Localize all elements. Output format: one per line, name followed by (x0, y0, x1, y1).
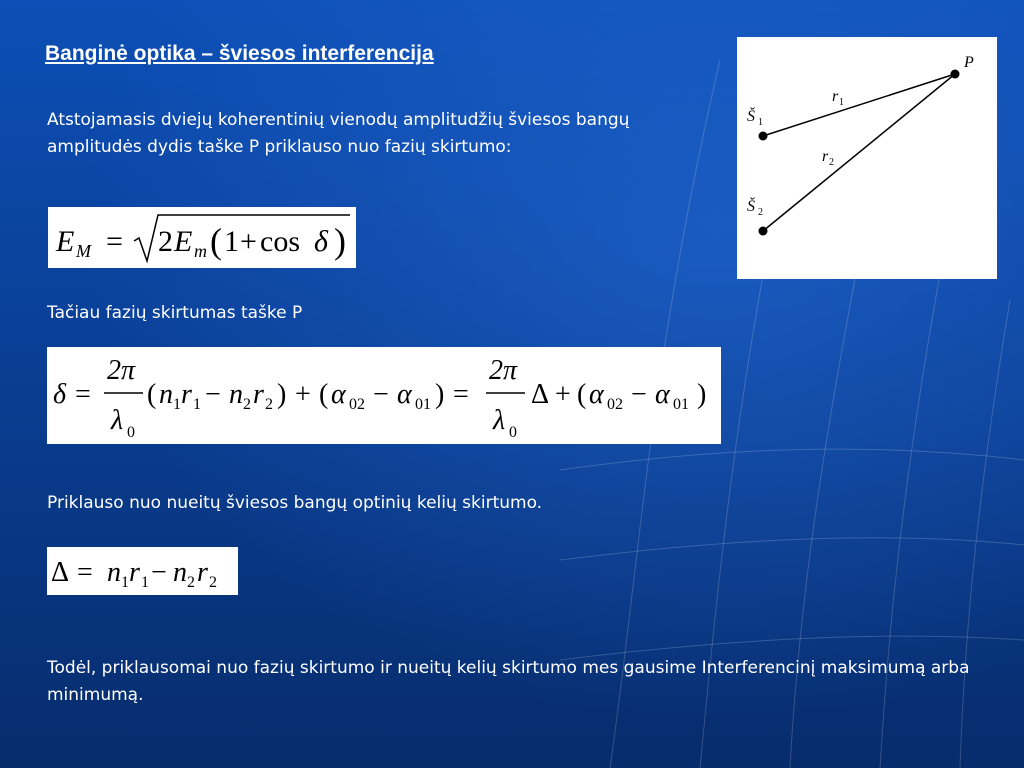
f2-t1-n2-sub: 2 (243, 396, 251, 413)
f2-t2-alpha2: α (397, 379, 412, 410)
label-P: P (964, 54, 974, 71)
interference-diagram (737, 37, 997, 279)
f2-t1-lp: ( (147, 379, 157, 410)
f3-Delta: Δ (51, 557, 70, 588)
phase-paragraph: Tačiau fazių skirtumas taške P (47, 303, 303, 323)
point-P-dot (951, 70, 960, 79)
f2-t2-rp: ) (435, 379, 445, 410)
f2-t3-minus: − (631, 379, 647, 410)
f2-t2-alpha2-sub: 01 (415, 396, 431, 413)
f2-t2-minus: − (373, 379, 389, 410)
ray-r1 (763, 74, 955, 136)
f2-t1-rp: ) (277, 379, 287, 410)
f2-t1-n1: n (159, 379, 173, 410)
label-r1: r (832, 88, 839, 105)
f3-n1-sub: 1 (121, 574, 129, 591)
label-S1: Š (747, 108, 755, 125)
label-S1-sub: 1 (758, 117, 763, 128)
f2-t1-n1-sub: 1 (173, 396, 181, 413)
f2-lambda-sub-1: 0 (127, 424, 135, 441)
f2-t1-r2-sub: 2 (265, 396, 273, 413)
f1-sub-M: M (76, 241, 91, 261)
conclusion-paragraph: Todėl, priklausomai nuo fazių skirtumo ir nueitų kelių skirtumo mes gausime Interferencinį maksimumą arba minimumą. (47, 658, 970, 705)
f2-two-pi-2: 2π (489, 355, 518, 386)
f2-t2-alpha1: α (331, 379, 346, 410)
f1-plus: + (240, 225, 257, 258)
f1-sub-m: m (194, 241, 207, 261)
f2-t3-lp: ( (577, 379, 587, 410)
f2-two-pi-1: 2π (107, 355, 136, 386)
label-r2-sub: 2 (829, 157, 834, 168)
f2-t1-minus: − (205, 379, 221, 410)
ray-r2 (763, 74, 955, 231)
label-r1-sub: 1 (839, 97, 844, 108)
f3-r2-sub: 2 (209, 574, 217, 591)
f2-t2-lp: ( (319, 379, 329, 410)
f1-one: 1 (224, 225, 239, 258)
slide-title: Banginė optika – šviesos interferencija (45, 42, 434, 65)
source-S1-dot (759, 132, 768, 141)
source-S2-dot (759, 227, 768, 236)
f3-n1: n (107, 557, 121, 588)
label-r2: r (822, 148, 829, 165)
intro-paragraph: Atstojamasis dviejų koherentinių vienodų amplitudžių šviesos bangų amplitudės dydis taške P priklauso nuo fazių skirtumo: (47, 110, 630, 157)
f2-t1-r1: r (181, 379, 192, 410)
f3-r1-sub: 1 (141, 574, 149, 591)
label-S2-sub: 2 (758, 207, 763, 218)
f2-plus1: + (295, 379, 311, 410)
amplitude-formula (48, 207, 356, 268)
f2-eq1: = (75, 379, 91, 410)
f3-n2-sub: 2 (187, 574, 195, 591)
f2-t3-alpha1: α (589, 379, 604, 410)
f2-Delta: Δ (531, 379, 550, 410)
f1-E-inner: E (174, 225, 193, 258)
f2-t1-r1-sub: 1 (193, 396, 201, 413)
phase-difference-formula (47, 347, 721, 444)
f3-r2: r (197, 557, 208, 588)
label-S2: Š (747, 198, 755, 215)
f2-plus2: + (555, 379, 571, 410)
f1-two: 2 (158, 225, 173, 258)
f2-lambda-sub-2: 0 (509, 424, 517, 441)
f1-rparen: ) (334, 221, 346, 261)
f1-cos: cos (260, 225, 300, 258)
f2-t1-r2: r (253, 379, 264, 410)
f2-t3-alpha2: α (655, 379, 670, 410)
f2-t3-alpha2-sub: 01 (673, 396, 689, 413)
f3-minus: − (151, 557, 167, 588)
f1-E: E (56, 225, 75, 258)
f3-equals: = (77, 557, 93, 588)
f3-r1: r (129, 557, 140, 588)
f2-lambda-2: λ (493, 405, 506, 436)
path-difference-formula (47, 547, 238, 595)
f2-delta: δ (53, 379, 67, 410)
f2-t2-alpha1-sub: 02 (349, 396, 365, 413)
f1-lparen: ( (210, 221, 222, 261)
f2-t3-rp: ) (697, 379, 707, 410)
f2-t1-n2: n (229, 379, 243, 410)
f2-eq2: = (453, 379, 469, 410)
f1-delta: δ (314, 225, 328, 258)
f1-equals: = (106, 225, 123, 258)
f2-t3-alpha1-sub: 02 (607, 396, 623, 413)
path-difference-paragraph: Priklauso nuo nueitų šviesos bangų optinių kelių skirtumo. (47, 493, 543, 513)
f2-lambda-1: λ (111, 405, 124, 436)
f3-n2: n (173, 557, 187, 588)
